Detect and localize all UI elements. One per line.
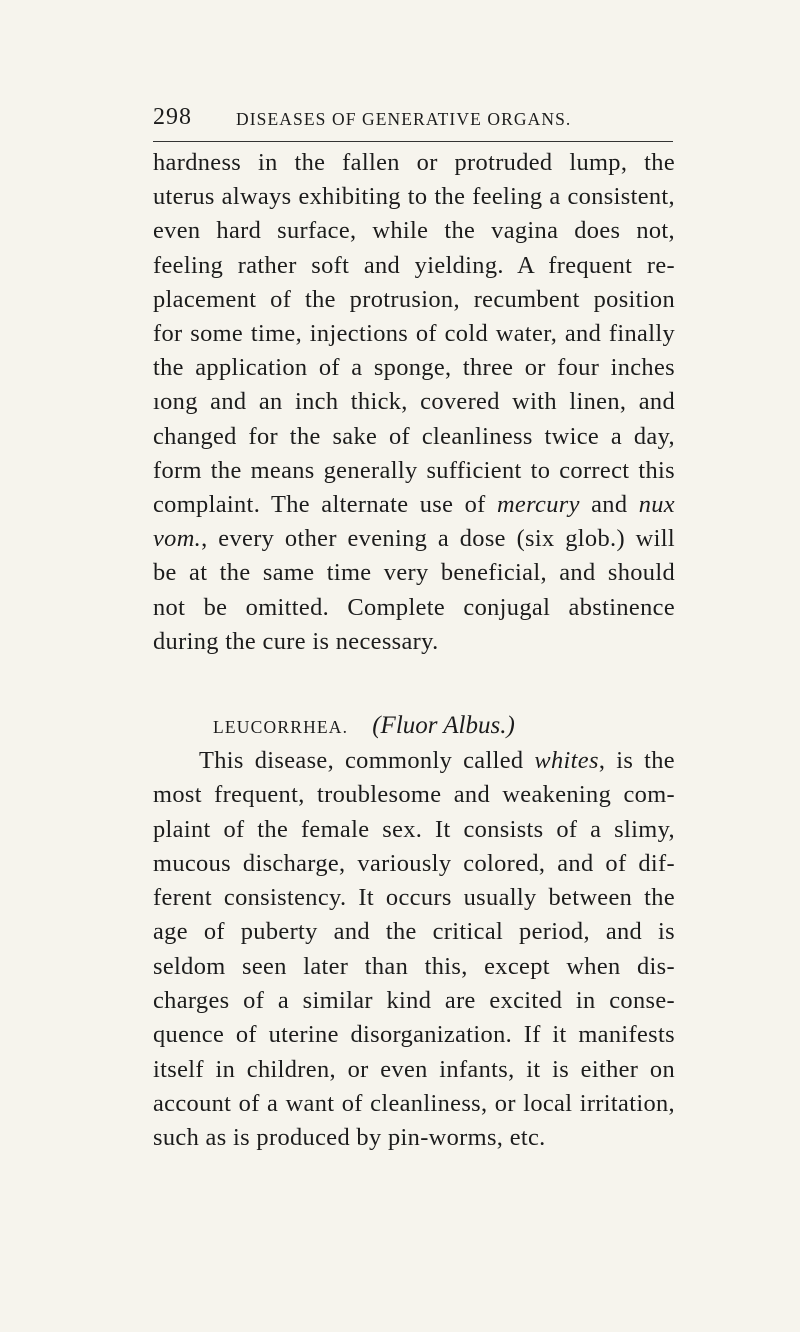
running-title: DISEASES OF GENERATIVE ORGANS. — [236, 109, 572, 129]
page-number: 298 — [153, 104, 192, 130]
text-line: during the cure is necessary. — [153, 627, 439, 655]
section-latin-name: (Fluor Albus.) — [372, 712, 515, 739]
text-line: such as is produced by pin-worms, etc. — [153, 1124, 546, 1152]
text-line: be at the same time very beneficial, and should — [153, 559, 675, 587]
text-run: complaint. The alternate use of — [153, 491, 497, 519]
text-run: and — [579, 491, 639, 519]
text-line: even hard surface, while the vagina does not, — [153, 217, 675, 245]
section-title: LEUCORRHEA. — [213, 717, 349, 737]
text-line: itself in children, or even infants, it is either on — [153, 1055, 675, 1083]
text-line: account of a want of cleanliness, or local irritation, — [153, 1089, 675, 1117]
text-line: charges of a similar kind are excited in conse- — [153, 987, 675, 1015]
text-run: , every other evening a dose (six glob.) will — [201, 525, 675, 553]
text-run: , is the — [598, 747, 675, 774]
text-line: form the means generally sufficient to correct this — [153, 456, 675, 484]
section-heading — [213, 712, 515, 740]
text-line: ferent consistency. It occurs usually between the — [153, 884, 675, 912]
text-line: changed for the sake of cleanliness twice a day, — [153, 422, 675, 450]
text-line — [153, 522, 675, 556]
paragraph-continued — [153, 146, 675, 659]
remedy-name-vom: vom. — [153, 525, 202, 553]
remedy-name-mercury: mercury — [496, 491, 580, 519]
text-line — [153, 744, 675, 778]
paragraph-leucorrhea — [153, 744, 675, 1156]
text-run: This disease, commonly called — [199, 747, 535, 774]
text-line: uterus always exhibiting to the feeling a consistent, — [153, 183, 675, 211]
text-line: hardness in the fallen or protruded lump, the — [153, 149, 675, 176]
text-line: most frequent, troublesome and weakening com- — [153, 781, 675, 809]
remedy-name-nux: nux — [638, 491, 675, 519]
text-line: quence of uterine disorganization. If it manifests — [153, 1021, 675, 1049]
text-line: seldom seen later than this, except when dis- — [153, 952, 675, 980]
text-line: plaint of the female sex. It consists of a slimy, — [153, 815, 675, 843]
text-line: age of puberty and the critical period, and is — [153, 918, 675, 946]
text-line: for some time, injections of cold water, and finally — [153, 320, 675, 348]
text-line: placement of the protrusion, recumbent position — [153, 285, 675, 313]
text-line: mucous discharge, variously colored, and of dif- — [153, 849, 675, 877]
term-whites: whites — [534, 747, 599, 774]
text-line: not be omitted. Complete conjugal abstinence — [153, 593, 675, 621]
text-line — [153, 488, 675, 522]
text-line: feeling rather soft and yielding. A frequent re- — [153, 251, 675, 279]
text-line: the application of a sponge, three or four inches — [153, 354, 675, 382]
header-rule — [153, 141, 673, 142]
text-line: ıong and an inch thick, covered with linen, and — [153, 388, 675, 416]
running-head — [153, 104, 673, 134]
